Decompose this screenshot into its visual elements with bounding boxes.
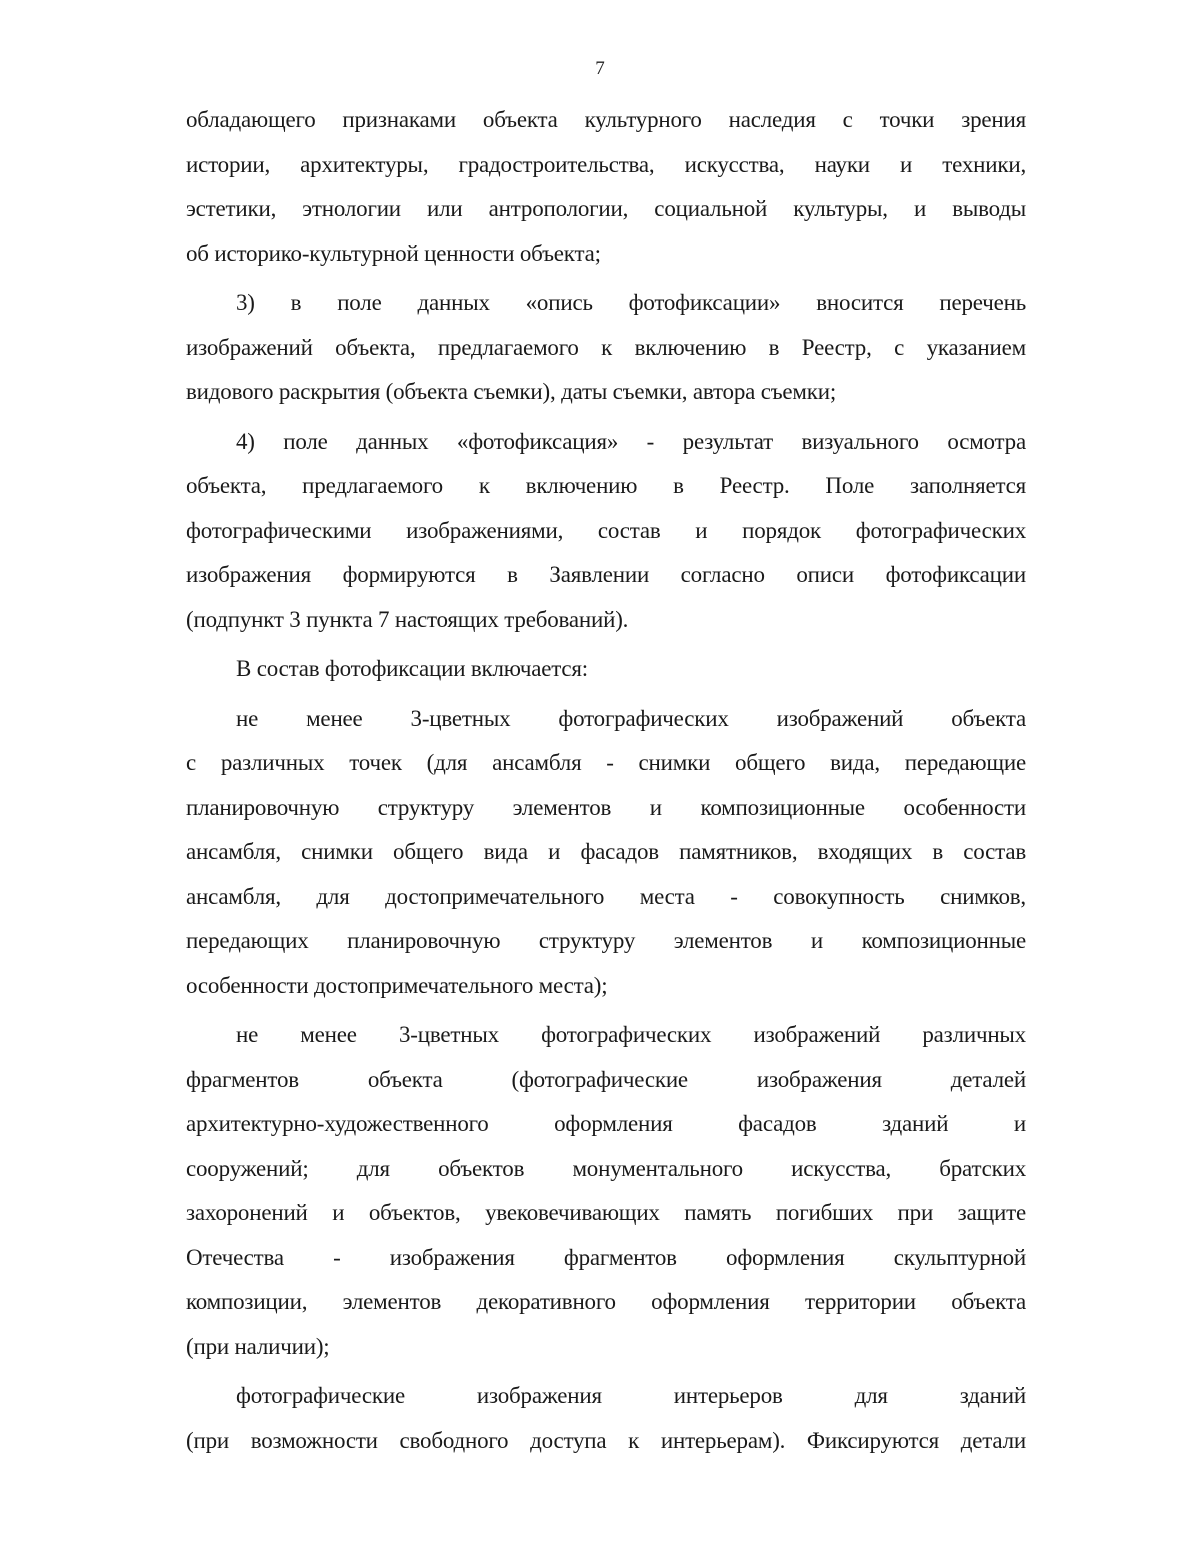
page-number: 7: [595, 58, 605, 79]
text-line: с различных точек (для ансамбля - снимки общего вида, передающие: [186, 750, 1026, 775]
text-line: (при наличии);: [186, 1333, 330, 1359]
paragraph-cultural-heritage-conclusion: [186, 98, 1026, 276]
text-line: (подпункт 3 пункта 7 настоящих требований).: [186, 606, 629, 632]
text-line: планировочную структуру элементов и композиционные особенности: [186, 794, 1026, 820]
paragraph-item-4-photofixation: [186, 420, 1026, 643]
paragraph-interior-photos: [186, 1374, 1026, 1463]
document-body: [186, 98, 1026, 1468]
text-line: В состав фотофиксации включается:: [236, 656, 588, 681]
text-line: об историко-культурной ценности объекта;: [186, 240, 601, 266]
paragraph-fragment-photos: [186, 1013, 1026, 1369]
text-line: истории, архитектуры, градостроительства, искусства, науки и техники,: [186, 151, 1026, 177]
text-line: ансамбля, для достопримечательного места - совокупность снимков,: [186, 883, 1026, 909]
text-line: 4) поле данных «фотофиксация» - результат визуального осмотра: [236, 428, 1026, 454]
text-line: сооружений; для объектов монументального искусства, братских: [186, 1155, 1026, 1181]
text-line: объекта, предлагаемого к включению в Реестр. Поле заполняется: [186, 473, 1026, 498]
text-line: изображений объекта, предлагаемого к включению в Реестр, с указанием: [186, 334, 1026, 360]
text-line: изображения формируются в Заявлении согласно описи фотофиксации: [186, 562, 1026, 587]
text-line: ансамбля, снимки общего вида и фасадов памятников, входящих в состав: [186, 839, 1026, 864]
text-line: архитектурно-художественного оформления фасадов зданий и: [186, 1111, 1026, 1136]
text-line: видового раскрытия (объекта съемки), даты съемки, автора съемки;: [186, 379, 837, 404]
text-line: фрагментов объекта (фотографические изображения деталей: [186, 1066, 1026, 1092]
text-line: не менее 3-цветных фотографических изображений различных: [236, 1022, 1026, 1047]
text-line: особенности достопримечательного места);: [186, 972, 608, 998]
paragraph-photofixation-composition-intro: [186, 647, 1026, 692]
text-line: передающих планировочную структуру элементов и композиционные: [186, 928, 1026, 953]
text-line: 3) в поле данных «опись фотофиксации» вносится перечень: [236, 290, 1026, 315]
text-line: композиции, элементов декоративного оформления территории объекта: [186, 1289, 1026, 1314]
paragraph-item-3-photo-inventory: [186, 281, 1026, 415]
text-line: эстетики, этнологии или антропологии, социальной культуры, и выводы: [186, 196, 1026, 221]
paragraph-general-view-photos: [186, 697, 1026, 1009]
text-line: захоронений и объектов, увековечивающих память погибших при защите: [186, 1200, 1026, 1225]
text-line: обладающего признаками объекта культурного наследия с точки зрения: [186, 107, 1026, 132]
text-line: (при возможности свободного доступа к интерьерам). Фиксируются детали: [186, 1427, 1026, 1453]
text-line: не менее 3-цветных фотографических изображений объекта: [236, 705, 1026, 731]
text-line: фотографическими изображениями, состав и порядок фотографических: [186, 517, 1026, 543]
text-line: Отечества - изображения фрагментов оформления скульптурной: [186, 1244, 1026, 1270]
text-line: фотографические изображения интерьеров для зданий: [236, 1383, 1026, 1408]
